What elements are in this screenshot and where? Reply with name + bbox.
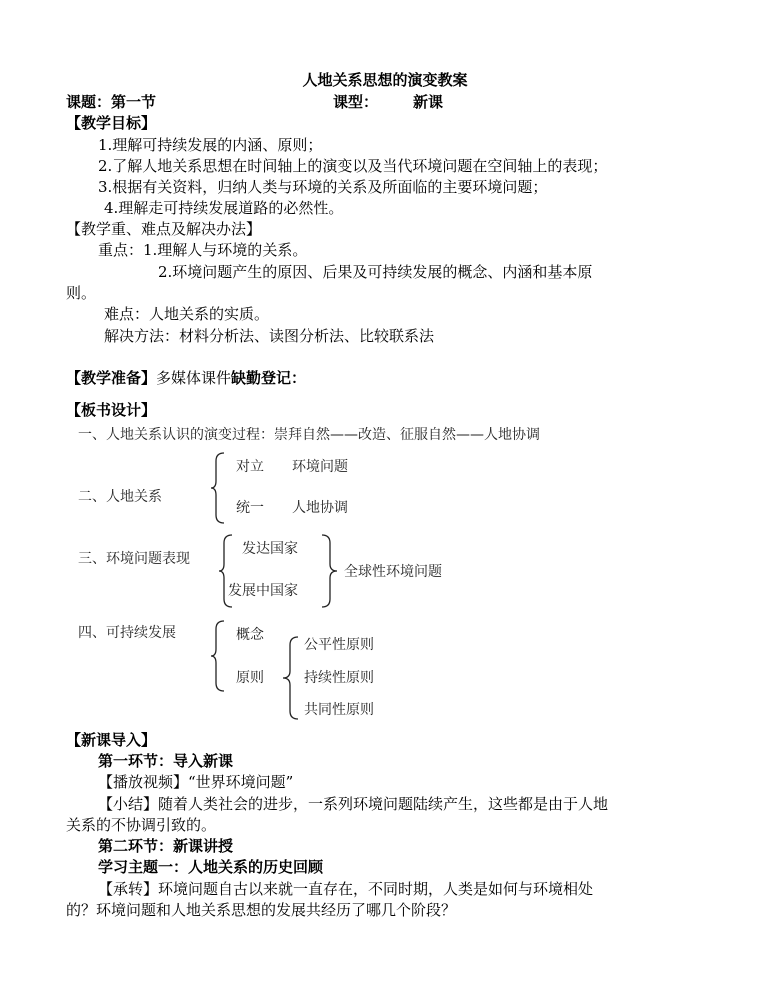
lesson-type-value: 新课	[413, 93, 444, 111]
difficulty-point: 难点：人地关系的实质。	[104, 305, 270, 323]
goal-item: 1.理解可持续发展的内涵、原则；	[98, 136, 323, 154]
board-sec3-title: 三、环境问题表现	[78, 551, 190, 567]
lesson-step-2: 第二环节：新课讲授	[98, 837, 234, 855]
lesson-type-label: 课型：	[333, 93, 379, 111]
board-sec4-title: 四、可持续发展	[78, 625, 176, 641]
board-sec2-title: 二、人地关系	[78, 489, 162, 505]
absence-label: 缺勤登记：	[231, 369, 307, 387]
sec4-item-1: 概念	[236, 627, 264, 643]
sec2-row2-a: 统一	[236, 500, 264, 516]
brace-sec4	[210, 620, 226, 692]
solution-methods: 解决方法：材料分析法、读图分析法、比较联系法	[104, 327, 435, 345]
principle-1: 公平性原则	[304, 637, 374, 653]
prep-text: 多媒体课件	[156, 369, 232, 387]
transition-line: 【承转】环境问题自古以来就一直存在，不同时期，人类是如何与环境相处	[98, 880, 594, 898]
goals-heading: 【教学目标】	[66, 114, 157, 132]
focus-point-2: 2.环境问题产生的原因、后果及可持续发展的概念、内涵和基本原	[158, 263, 593, 281]
key-points-heading: 【教学重、难点及解决办法】	[66, 220, 262, 238]
topic-label: 课题：第一节	[66, 93, 157, 111]
lesson-step-1: 第一环节：导入新课	[98, 752, 234, 770]
transition-line-cont: 的？环境问题和人地关系思想的发展共经历了哪几个阶段？	[66, 901, 457, 919]
brace-principles	[282, 636, 300, 720]
lesson-intro-heading: 【新课导入】	[66, 731, 157, 749]
sec2-row2-b: 人地协调	[292, 500, 348, 516]
goal-item: 4.理解走可持续发展道路的必然性。	[104, 199, 344, 217]
sec3-result: 全球性环境问题	[344, 564, 442, 580]
goal-item: 3.根据有关资料，归纳人类与环境的关系及所面临的主要环境问题；	[98, 178, 548, 196]
brace-sec2	[210, 452, 226, 524]
summary-line: 【小结】随着人类社会的进步，一系列环境问题陆续产生，这些都是由于人地	[98, 795, 609, 813]
principle-2: 持续性原则	[304, 670, 374, 686]
prep-heading: 【教学准备】	[66, 369, 157, 387]
brace-sec3-right	[320, 534, 340, 608]
sec3-item-2: 发展中国家	[228, 583, 298, 599]
prep-line	[66, 368, 306, 388]
focus-point-1: 重点：1.理解人与环境的关系。	[98, 241, 308, 259]
sec4-item-2: 原则	[236, 670, 264, 686]
sec2-row1-b: 环境问题	[292, 459, 348, 475]
theme-1-title: 学习主题一：人地关系的历史回顾	[98, 858, 324, 876]
principle-3: 共同性原则	[304, 702, 374, 718]
summary-line-cont: 关系的不协调引致的。	[66, 816, 217, 834]
goal-item: 2.了解人地关系思想在时间轴上的演变以及当代环境问题在空间轴上的表现；	[98, 157, 608, 175]
sec3-item-1: 发达国家	[242, 541, 298, 557]
sec2-row1-a: 对立	[236, 459, 264, 475]
video-line: 【播放视频】“世界环境问题”	[98, 773, 294, 791]
page-title: 人地关系思想的演变教案	[302, 71, 468, 89]
focus-point-2-cont: 则。	[66, 284, 97, 302]
board-line-1: 一、人地关系认识的演变过程：崇拜自然——改造、征服自然——人地协调	[78, 427, 540, 443]
board-heading: 【板书设计】	[66, 401, 157, 419]
